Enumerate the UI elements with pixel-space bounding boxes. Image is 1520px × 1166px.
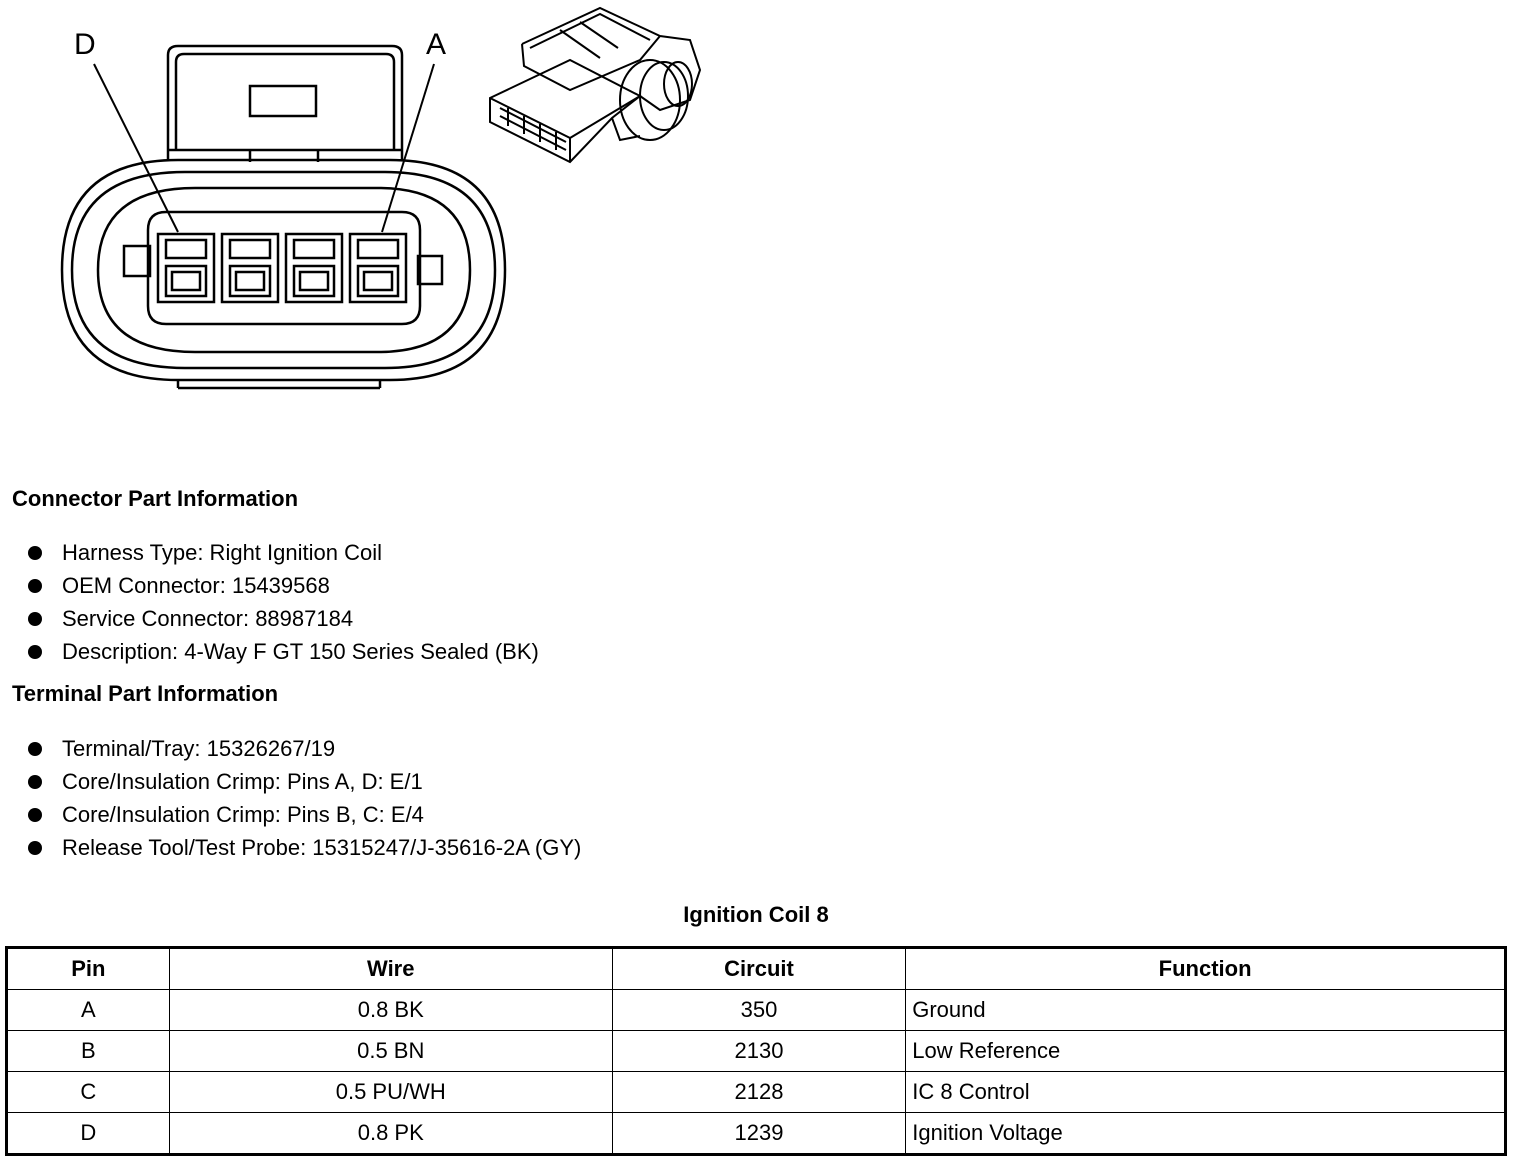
bullet-icon (28, 546, 42, 560)
list-item-text: Service Connector: 88987184 (62, 606, 354, 631)
function-cell: Low Reference (906, 1031, 1506, 1072)
list-item (28, 765, 581, 798)
list-item (28, 798, 581, 831)
list-item (28, 602, 539, 635)
list-item (28, 569, 539, 602)
circuit-cell: 2128 (612, 1072, 905, 1113)
function-cell: Ground (906, 990, 1506, 1031)
pin-cavity-b (286, 234, 342, 302)
pin-label-a: A (426, 28, 447, 61)
list-item (28, 635, 539, 668)
terminal-info-list (28, 732, 581, 864)
function-cell: IC 8 Control (906, 1072, 1506, 1113)
bullet-icon (28, 612, 42, 626)
list-item-text: Description: 4-Way F GT 150 Series Sealed (BK) (62, 639, 539, 664)
list-item-text: Terminal/Tray: 15326267/19 (62, 736, 336, 761)
connector-info-title: Connector Part Information (12, 486, 299, 511)
terminal-info-title: Terminal Part Information (12, 681, 279, 706)
column-header-circuit: Circuit (612, 948, 905, 990)
bullet-icon (28, 579, 42, 593)
table-row (7, 1031, 1506, 1072)
wire-cell: 0.8 BK (169, 990, 612, 1031)
pin-cavity-c (222, 234, 278, 302)
wire-cell: 0.5 BN (169, 1031, 612, 1072)
connector-3d-illustration (490, 8, 700, 162)
pin-cavity-a (350, 234, 406, 302)
leader-line-a (382, 64, 434, 232)
bullet-icon (28, 775, 42, 789)
list-item (28, 831, 581, 864)
column-header-function: Function (906, 948, 1506, 990)
pin-cell: A (7, 990, 170, 1031)
leader-line-d (94, 64, 178, 232)
list-item-text: OEM Connector: 15439568 (62, 573, 330, 598)
column-header-wire: Wire (169, 948, 612, 990)
pinout-table (5, 946, 1507, 1156)
table-row (7, 990, 1506, 1031)
wire-cell: 0.5 PU/WH (169, 1072, 612, 1113)
pin-cavity-d (158, 234, 214, 302)
pin-cell: B (7, 1031, 170, 1072)
table-row (7, 1072, 1506, 1113)
pin-cell: D (7, 1113, 170, 1155)
table-row (7, 1113, 1506, 1155)
list-item (28, 732, 581, 765)
circuit-cell: 350 (612, 990, 905, 1031)
table-header-row (7, 948, 1506, 990)
list-item-text: Release Tool/Test Probe: 15315247/J-35616-2A (GY) (62, 835, 582, 860)
column-header-pin: Pin (7, 948, 170, 990)
bullet-icon (28, 841, 42, 855)
pin-label-d: D (74, 28, 96, 61)
list-item (28, 536, 539, 569)
pin-cell: C (7, 1072, 170, 1113)
list-item-text: Harness Type: Right Ignition Coil (62, 540, 382, 565)
pin-cavities (158, 234, 406, 302)
connector-face-diagram (0, 0, 760, 420)
circuit-cell: 1239 (612, 1113, 905, 1155)
function-cell: Ignition Voltage (906, 1113, 1506, 1155)
wire-cell: 0.8 PK (169, 1113, 612, 1155)
bullet-icon (28, 742, 42, 756)
circuit-cell: 2130 (612, 1031, 905, 1072)
list-item-text: Core/Insulation Crimp: Pins A, D: E/1 (62, 769, 423, 794)
table-title: Ignition Coil 8 (683, 902, 829, 927)
list-item-text: Core/Insulation Crimp: Pins B, C: E/4 (62, 802, 424, 827)
bullet-icon (28, 808, 42, 822)
bullet-icon (28, 645, 42, 659)
connector-info-list (28, 536, 539, 668)
